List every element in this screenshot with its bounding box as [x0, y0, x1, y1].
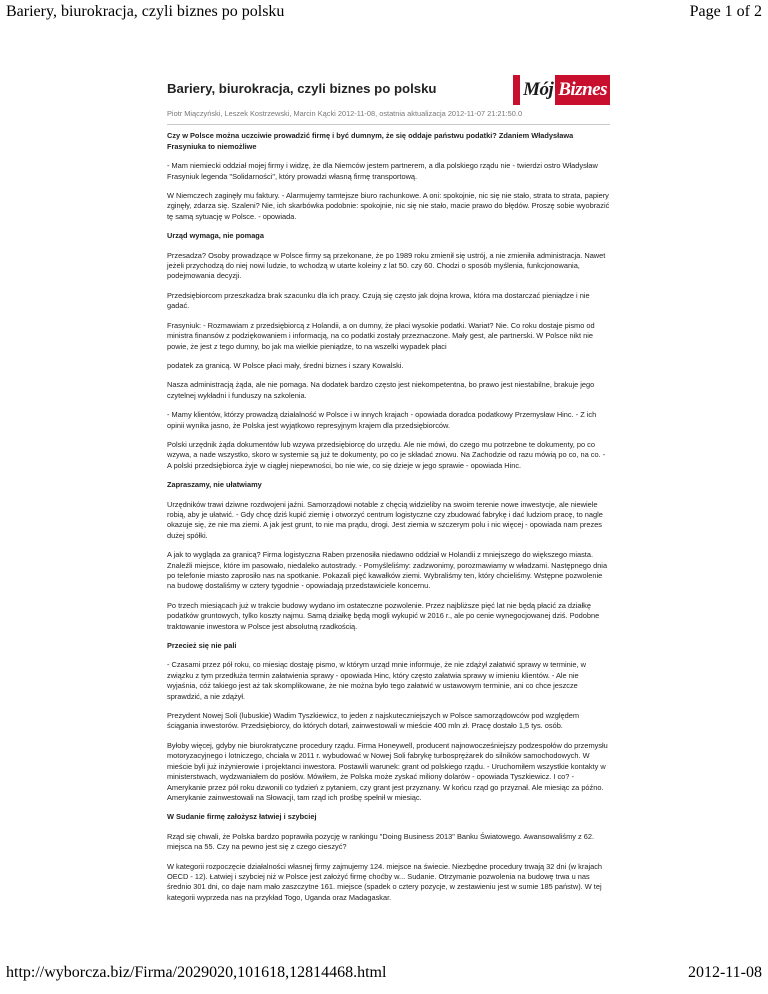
print-footer: [6, 964, 762, 982]
logo-mark: [513, 75, 520, 105]
article-byline: Piotr Miączyński, Leszek Kostrzewski, Marcin Kącki 2012-11-08, ostatnia aktualizacja 2012-11-07 21:21:50.0: [167, 109, 523, 118]
article-paragraph: podatek za granicą. W Polsce płaci mały, średni biznes i szary Kowalski.: [167, 360, 404, 370]
article-paragraph: Rząd się chwali, że Polska bardzo poprawiła pozycję w rankingu "Doing Business 2013" Banku Światowego. Awansowaliśmy z 62. miejsca na 55. Czy na pewno jest się z czego cieszyć?: [167, 831, 595, 852]
article-body: [167, 131, 610, 903]
moj-biznes-logo: [513, 75, 610, 105]
print-footer-url: http://wyborcza.biz/Firma/2029020,101618,12814468.html: [6, 964, 387, 981]
article-paragraph: A jak to wygląda za granicą? Firma logistyczna Raben przenosiła niedawno oddział w Holandii z mniejszego do większego miasta. Znaleźli miejsce, które im pasowało, niedaleko autostrady. - Pomyśleliśmy: zadzwonimy, porozmawiamy w władzami. Następnego dnia po telefonie miasto zaprosiło nas na spotkanie. Pokazali pięć kawałków ziemi. Wybraliśmy ten, który chcieliśmy. Wstępne pozwolenie na budowę dostaliśmy w cztery tygodnie - opowiadają przedstawiciele koncernu.: [167, 550, 608, 591]
byline-divider: [167, 124, 610, 125]
article-paragraph: Przedsiębiorcom przeszkadza brak szacunku dla ich pracy. Czują się często jak dojna krowa, która ma dostarczać pieniądze i nie gadać.: [167, 290, 590, 311]
article-paragraph: Urzędników trawi dziwne rozdwojeni jaźni. Samorządowi notable z chęcią widzieliby na swoim terenie nowe inwestycje, ale niewiele robią, aby je ułatwić. - Gdy chcę dziś kupić ziemię i otworzyć centrum logistyczne czy zbudować fabrykę i dać ludziom pracę, to nagle okazuje się, że nie ma ziemi. A jak jest grunt, to nie ma prądu, drogi. Jest ziemia w szczerym polu i nic więcej - opowiada nam prezes dużej spółki.: [167, 499, 603, 540]
print-footer-date: 2012-11-08: [687, 964, 762, 981]
article-paragraph: Byłoby więcej, gdyby nie biurokratyczne procedury rządu. Firma Honeywell, producent najnowocześniejszy podzespołów do przemysłu motoryzacyjnego i lotniczego, chciała w 2011 r. wybudować w Nowej Soli fabrykę turbosprężarek do silników samochodowych. W mieście byli już inżynierowie i projektanci inwestora. Postawili warunek: grant od polskiego rządu. - Uruchomiłem wszystkie kontakty w ministerstwach, wydzwaniałem do posłów. Mówiłem, że Polska może zyskać miliony dolarów - opowiada Tyszkiewicz. I co? - Amerykanie przez pół roku dzwonili co tydzień z pytaniem, czy grant jest przyznany. W końcu rząd go przyznał. Ale miesiąc za późno. Amerykanie zainwestowali na Słowacji, tam rząd ich prośbę spełnił w miesiąc.: [167, 740, 608, 802]
article-paragraph: W Niemczech zaginęły mu faktury. - Alarmujemy tamtejsze biuro rachunkowe. A oni: spokojnie, nic się nie stało, strata to strata, papiery zginęły, zdarza się. Szaleni? Nie, ich skarbówka podobnie: spokojnie, nic się nie stało, macie prawo do błędów. Proszę sobie wyobrazić tę samą sytuację w Polsce. - opowiada.: [167, 191, 610, 221]
print-header-page: Page 1 of 2: [689, 3, 762, 20]
article-paragraph: - Mamy klientów, którzy prowadzą działalność w Polsce i w innych krajach - opowiada doradca podatkowy Przemysław Hinc. - Z ich opinii wynika jasno, że Polska jest wyjątkowo represyjnym krajem dla przedsiębiorców.: [167, 410, 597, 430]
article-header: [167, 74, 610, 106]
logo-moj-text: Mój: [523, 79, 554, 100]
article-paragraph: - Mam niemiecki oddział mojej firmy i widzę, że dla Niemców jestem partnerem, a dla polskiego rządu nie - twierdzi ostro Władysław Frasyniuk legenda "Solidarności", który prowadzi własną firmę transportową.: [167, 161, 598, 181]
article-paragraph: - Czasami przez pół roku, co miesiąc dostaję pismo, w którym urząd mnie informuje, że nie zdążył załatwić sprawy w terminie, w związku z tym przedłuża termin załatwienia sprawy - opowiada Hinc, który często załatwia sprawy w imieniu klientów. - Ale nie wyjaśnia, cóż takiego jest aż tak skomplikowane, że nie można było tego załatwić w ustawowym terminie, ani co chce jeszcze sprawdzić, a nie zdążył.: [167, 660, 586, 701]
article-title: Bariery, biurokracja, czyli biznes po polsku: [167, 80, 437, 96]
article-paragraph: Nasza administracją żąda, ale nie pomaga. Na dodatek bardzo często jest niekompetentna, bo prawo jest niestabilne, brakuje jego czytelnej wykładni i funduszy na szkolenia.: [167, 380, 595, 400]
section-heading: W Sudanie firmę założysz łatwiej i szybciej: [167, 812, 317, 822]
section-heading: Zapraszamy, nie ułatwiamy: [167, 480, 262, 490]
section-heading: Urząd wymaga, nie pomaga: [167, 231, 264, 241]
article-paragraph: Po trzech miesiącach już w trakcie budowy wydano im ostateczne pozwolenie. Przez najbliższe pięć lat nie będą płacić za działkę podatków gruntowych, tylko koszty najmu. Samą działkę będą mogli wykupić w 2016 r., ale po cenie wynegocjowanej dziś. Podobne traktowanie inwestora w Polsce jest absolutną rzadkością.: [167, 600, 600, 631]
article: [167, 74, 610, 912]
article-paragraph: W kategorii rozpoczęcie działalności własnej firmy zajmujemy 124. miejsce na świecie. Niezbędne procedury trwają 32 dni (w krajach OECD - 12). Łatwiej i szybciej niż w Polsce jest założyć firmę choćby w... Sudanie. Otrzymanie pozwolenia na budowę trwa u nas średnio 301 dni, co daje nam mało zaszczytne 161. miejsce (spadek o cztery pozycje, w zestawieniu jest w sumie 185 państw). W tej kategorii wyprzeda nas na przykład Togo, Uganda oraz Madagaskar.: [167, 861, 602, 902]
section-heading: Przecież się nie pali: [167, 641, 237, 651]
print-header: [6, 3, 762, 21]
logo-biznes-text: Biznes: [555, 75, 610, 105]
article-paragraph: Frasyniuk: - Rozmawiam z przedsiębiorcą z Holandii, a on dumny, że płaci wysokie podatki. Wariat? Nie. Co roku dostaje pismo od ministra finansów z podziękowaniem i informacją, na co podatki zostały przeznaczone. Mały gest, ale partnerski. W Polsce nikt nie powie, że jest z tego dumny, bo jak ma wielkie pieniądze, to na wszelki wypadek płaci: [167, 320, 595, 351]
print-header-title: Bariery, biurokracja, czyli biznes po polsku: [6, 3, 285, 20]
article-paragraph: Polski urzędnik żąda dokumentów lub wzywa przedsiębiorcę do urzędu. Ale nie mówi, do czego mu potrzebne te dokumenty, po co wzywa, a nade wszystko, skoro w systemie są już te dokumenty, po co je składać znowu. Na Zachodzie od razu mówią po co, na co. - A polski przedsiębiorca żyje w ciągłej niepewności, bo nie wie, co się dzieje w jego sprawie - opowiada Hinc.: [167, 439, 606, 470]
article-lead: Czy w Polsce można uczciwie prowadzić firmę i być dumnym, że się oddaje państwu podatki? Zdaniem Władysława Frasyniuka to niemożliwe: [167, 131, 574, 151]
article-paragraph: Przesadza? Osoby prowadzące w Polsce firmy są przekonane, że po 1989 roku zmienił się ustrój, a nie zmieniła administracja. Nawet jeżeli przychodzą do niej nowi ludzie, to wchodzą w utarte koleiny z lat 50. czy 60. Chodzi o sposób myślenia, funkcjonowania, podejmowania decyzji.: [167, 250, 606, 281]
article-paragraph: Prezydent Nowej Soli (lubuskie) Wadim Tyszkiewicz, to jeden z najskuteczniejszych w Polsce samorządowców pod względem ściągania inwestorów. Przedsiębiorcy, do których dotarł, zainwestowali w mieście 400 mln zł. Pracę dostało 1,5 tys. osób.: [167, 711, 579, 731]
